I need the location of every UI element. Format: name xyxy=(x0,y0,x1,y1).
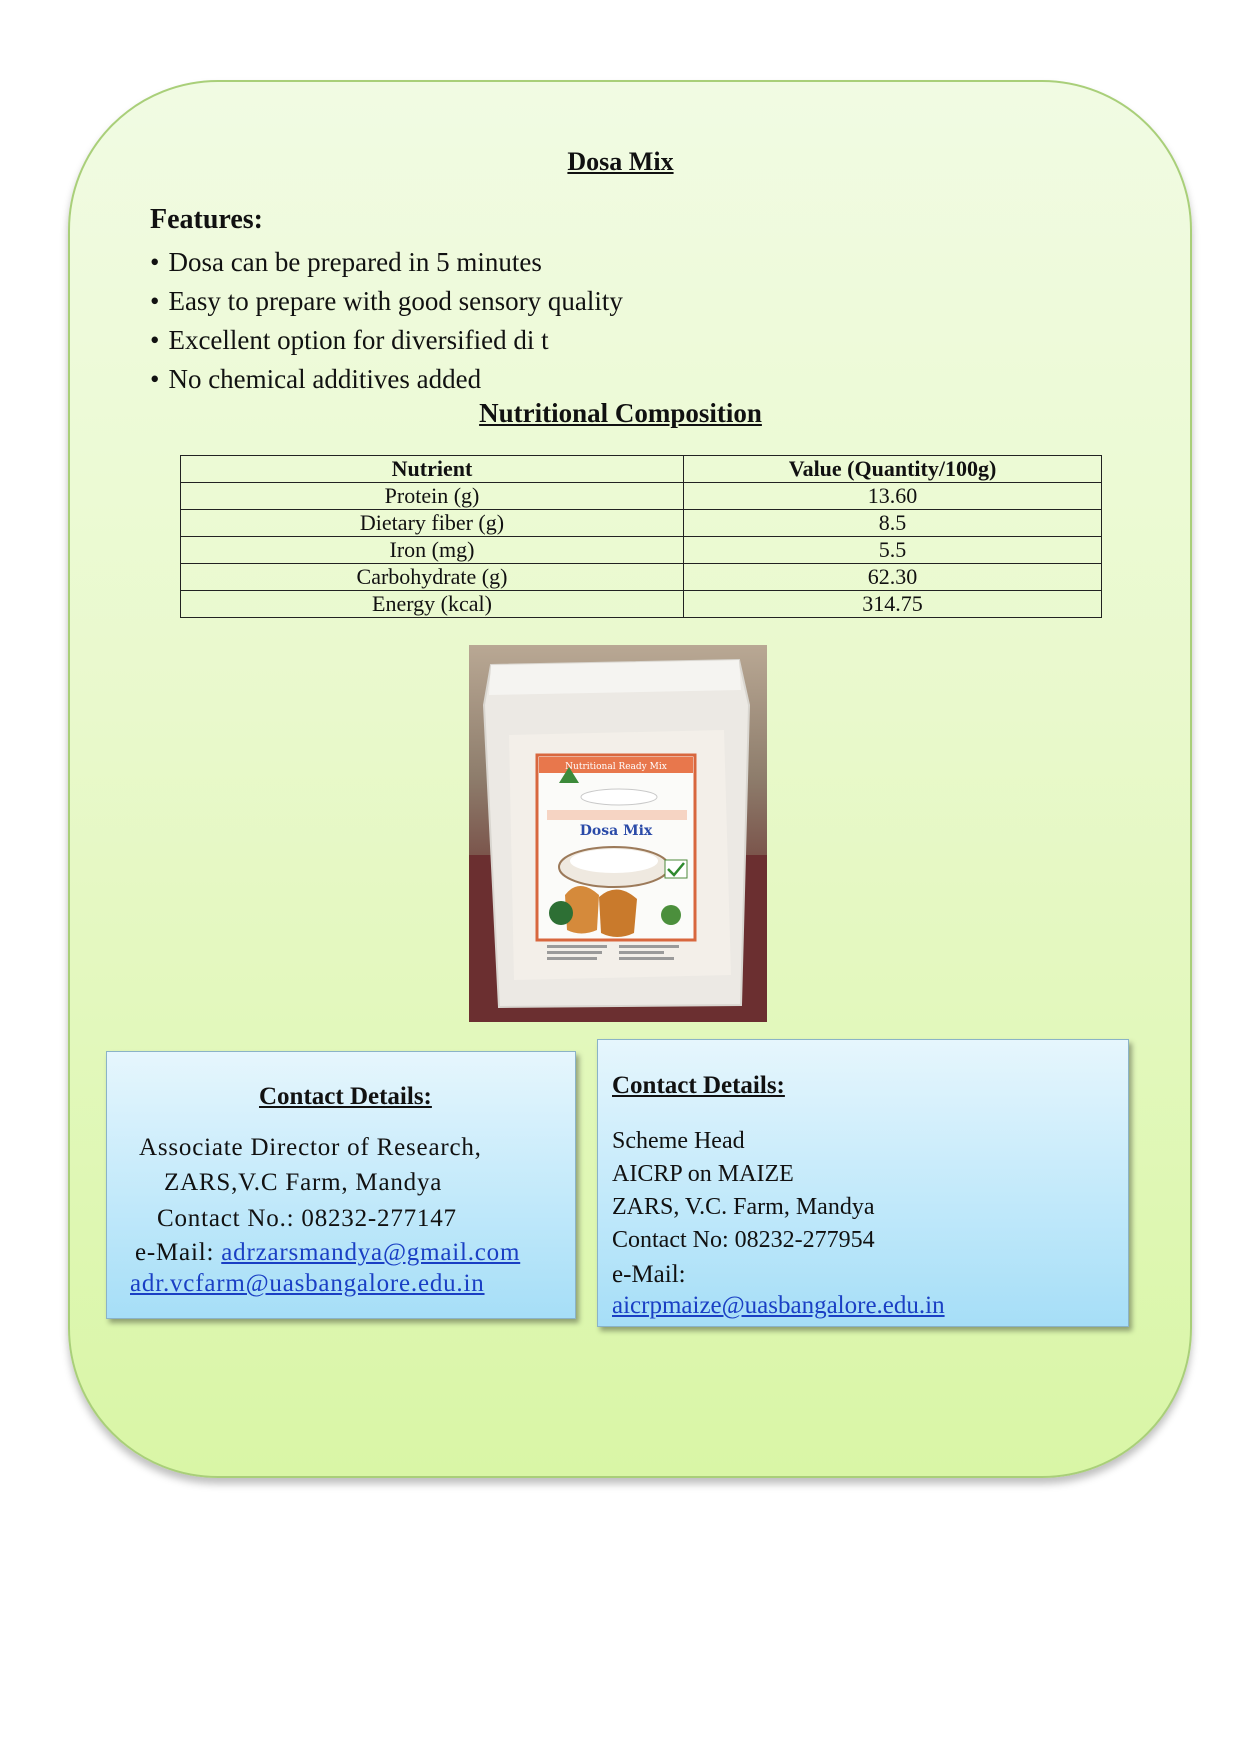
column-header-value: Value (Quantity/100g) xyxy=(684,456,1102,483)
feature-item: • Dosa can be prepared in 5 minutes xyxy=(150,243,623,282)
value-cell: 13.60 xyxy=(684,483,1102,510)
features-heading: Features: xyxy=(150,204,263,235)
contact-line: ZARS, V.C. Farm, Mandya xyxy=(612,1194,875,1220)
nutrient-cell: Carbohydrate (g) xyxy=(181,564,684,591)
feature-item: • No chemical additives added xyxy=(150,360,623,399)
contact-phone: Contact No: 08232-277954 xyxy=(612,1227,875,1253)
table-row xyxy=(181,564,1102,591)
nutrient-cell: Iron (mg) xyxy=(181,537,684,564)
contact-line: ZARS,V.C Farm, Mandya xyxy=(164,1169,443,1196)
feature-item: • Easy to prepare with good sensory quality xyxy=(150,282,623,321)
page-title: Dosa Mix xyxy=(567,147,674,176)
email-link[interactable]: aicrpmaize@uasbangalore.edu.in xyxy=(612,1292,945,1319)
email-label: e-Mail: xyxy=(135,1239,215,1266)
contact-box-research xyxy=(106,1051,576,1319)
contact-phone: Contact No.: 08232-277147 xyxy=(157,1205,457,1232)
table-row xyxy=(181,591,1102,618)
table-row xyxy=(181,537,1102,564)
column-header-nutrient: Nutrient xyxy=(181,456,684,483)
table-row xyxy=(181,483,1102,510)
nutrient-cell: Energy (kcal) xyxy=(181,591,684,618)
table-row xyxy=(181,510,1102,537)
value-cell: 5.5 xyxy=(684,537,1102,564)
label-top-text: Nutritional Ready Mix xyxy=(565,762,667,772)
contact-line: AICRP on MAIZE xyxy=(612,1161,794,1187)
email-link[interactable]: adr.vcfarm@uasbangalore.edu.in xyxy=(130,1270,485,1297)
value-cell: 62.30 xyxy=(684,564,1102,591)
nutrient-cell: Protein (g) xyxy=(181,483,684,510)
features-list xyxy=(150,243,623,399)
contact-line: Scheme Head xyxy=(612,1128,745,1154)
contact-line: Associate Director of Research, xyxy=(139,1134,482,1161)
value-cell: 314.75 xyxy=(684,591,1102,618)
feature-item: • Excellent option for diversified di t xyxy=(150,321,623,360)
contact-heading: Contact Details: xyxy=(612,1072,785,1099)
value-cell: 8.5 xyxy=(684,510,1102,537)
nutrition-table xyxy=(180,455,1102,618)
email-row xyxy=(135,1239,520,1267)
product-package-illustration xyxy=(469,645,767,1022)
table-header-row xyxy=(181,456,1102,483)
product-photo xyxy=(469,645,767,1022)
email-label: e-Mail: xyxy=(612,1261,686,1288)
email-link[interactable]: adrzarsmandya@gmail.com xyxy=(221,1239,521,1266)
nutrition-heading: Nutritional Composition xyxy=(479,398,762,428)
label-name-text: Dosa Mix xyxy=(579,823,653,839)
contact-heading: Contact Details: xyxy=(259,1083,432,1110)
nutrient-cell: Dietary fiber (g) xyxy=(181,510,684,537)
contact-box-maize xyxy=(597,1039,1129,1327)
